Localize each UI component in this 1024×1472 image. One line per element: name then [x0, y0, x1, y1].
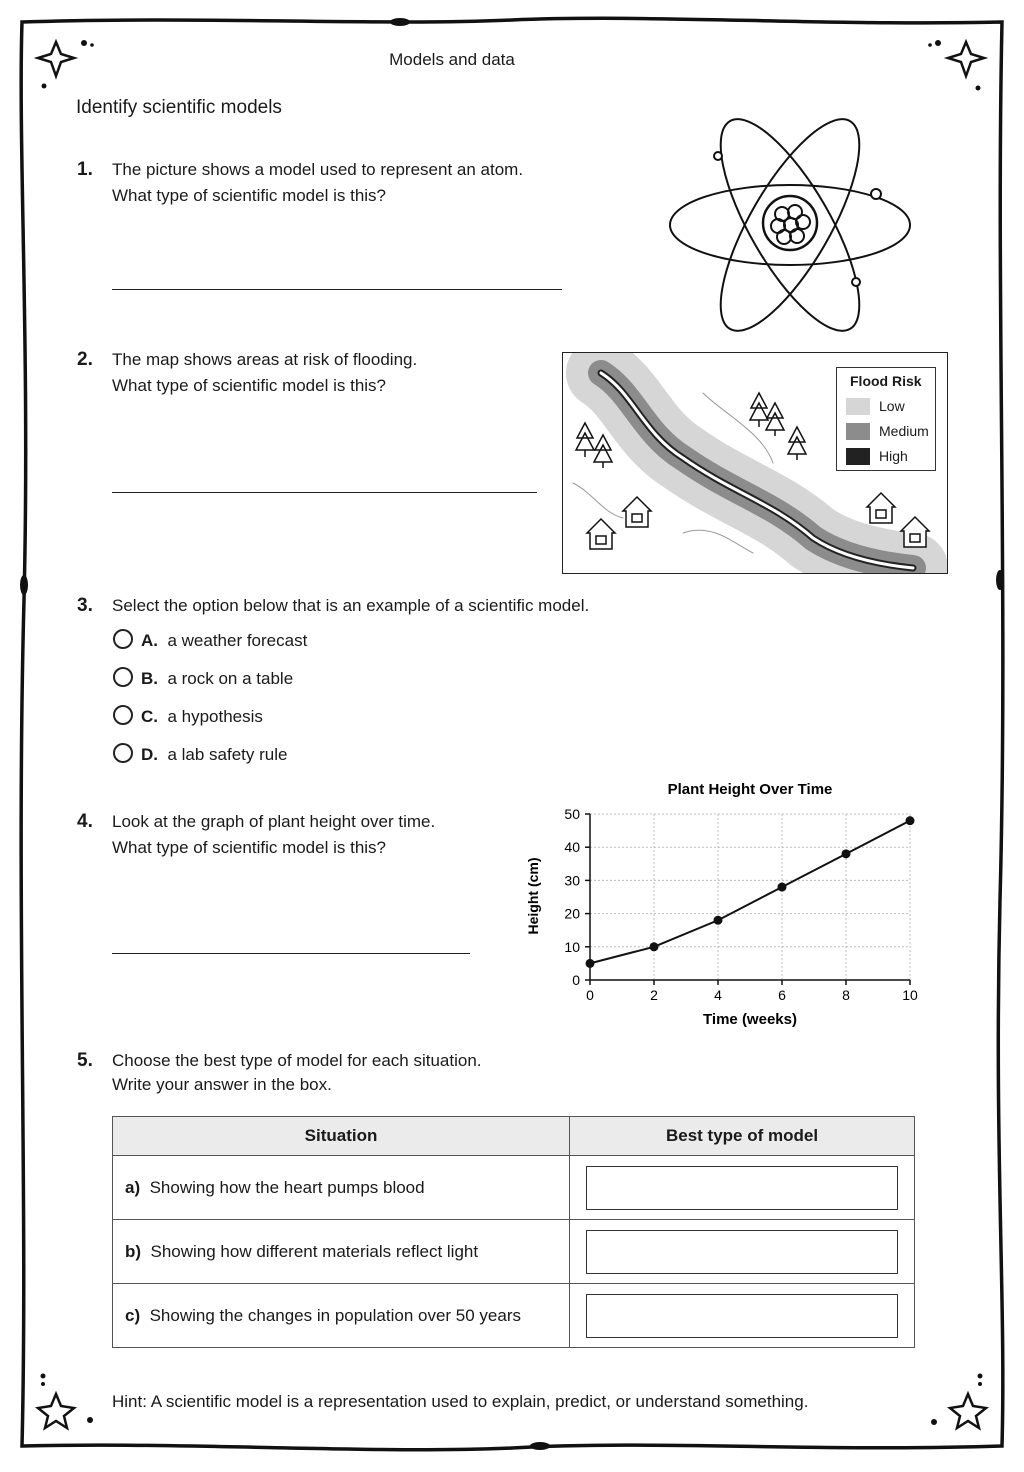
flood-map [562, 352, 948, 574]
chart-series [586, 816, 915, 968]
star-icon [924, 36, 990, 102]
model-table [112, 1116, 915, 1348]
row-letter: b) [125, 1241, 142, 1261]
table-row [113, 1156, 915, 1220]
option-letter: A. [141, 631, 158, 650]
legend-label: Low [879, 398, 905, 414]
atom-model-image [660, 110, 920, 340]
answer-line[interactable] [112, 289, 562, 290]
situation-text: Showing the changes in population over 50 years [149, 1305, 521, 1325]
question-number: 5. [77, 1050, 93, 1071]
answer-line[interactable] [112, 953, 470, 954]
question-number: 2. [77, 349, 93, 370]
question-text: The picture shows a model used to represent an atom. [112, 160, 524, 179]
option-letter: D. [141, 745, 158, 764]
x-tick-label: 2 [650, 987, 658, 1003]
situation-text: Showing how the heart pumps blood [149, 1177, 425, 1197]
situation-cell [113, 1156, 570, 1220]
question-number: 3. [77, 595, 93, 616]
answer-line[interactable] [112, 492, 537, 493]
data-point [714, 916, 723, 925]
x-tick-label: 10 [902, 987, 918, 1003]
x-tick-label: 0 [586, 987, 594, 1003]
plant-height-chart [510, 770, 930, 1040]
chart-ticks [564, 806, 918, 1003]
question-text: The map shows areas at risk of flooding. [112, 350, 418, 369]
option-radio-b[interactable] [113, 667, 133, 687]
answer-box[interactable] [586, 1166, 898, 1210]
answer-cell [570, 1284, 915, 1348]
situation-cell [113, 1220, 570, 1284]
option-c [141, 706, 263, 728]
option-letter: C. [141, 707, 158, 726]
y-tick-label: 10 [564, 938, 580, 955]
section-heading: Identify scientific models [76, 97, 282, 118]
question-text: Look at the graph of plant height over time. [112, 812, 436, 831]
legend-label: High [879, 448, 908, 464]
series-line [590, 821, 910, 964]
legend-swatch-high [846, 448, 870, 465]
x-tick-label: 4 [714, 987, 722, 1003]
table-row [113, 1284, 915, 1348]
row-letter: a) [125, 1177, 141, 1197]
x-axis-label: Time (weeks) [703, 1011, 797, 1028]
data-point [586, 959, 595, 968]
question-text: Choose the best type of model for each situation. [112, 1051, 482, 1070]
question-text: What type of scientific model is this? [112, 186, 387, 205]
column-header-model: Best type of model [570, 1117, 915, 1156]
y-tick-label: 40 [564, 839, 580, 856]
option-letter: B. [141, 669, 158, 688]
y-tick-label: 50 [564, 806, 580, 822]
option-a [141, 630, 307, 652]
legend-swatch-low [846, 398, 870, 415]
question-text: What type of scientific model is this? [112, 838, 387, 857]
option-text: a lab safety rule [167, 745, 288, 764]
chart-axes [590, 814, 910, 980]
option-text: a weather forecast [167, 631, 308, 650]
data-point [906, 816, 915, 825]
data-point [650, 942, 659, 951]
question-text: Select the option below that is an example of a scientific model. [112, 596, 590, 615]
hint-text: Hint: A scientific model is a representation used to explain, predict, or understand something. [112, 1392, 809, 1411]
legend-label: Medium [879, 423, 929, 439]
option-radio-d[interactable] [113, 743, 133, 763]
option-d [141, 744, 287, 766]
y-tick-label: 30 [564, 872, 580, 889]
chart-title: Plant Height Over Time [667, 781, 833, 798]
y-tick-label: 0 [572, 972, 580, 988]
question-text: What type of scientific model is this? [112, 376, 387, 395]
option-radio-a[interactable] [113, 629, 133, 649]
option-radio-c[interactable] [113, 705, 133, 725]
answer-cell [570, 1220, 915, 1284]
star-icon [34, 1370, 100, 1436]
legend-title: Flood Risk [850, 373, 922, 389]
option-text: a hypothesis [167, 707, 263, 726]
x-tick-label: 8 [842, 987, 850, 1003]
chart-grid [590, 814, 910, 980]
data-point [842, 849, 851, 858]
y-axis-label: Height (cm) [525, 857, 541, 935]
answer-cell [570, 1156, 915, 1220]
option-text: a rock on a table [167, 669, 294, 688]
table-row [113, 1220, 915, 1284]
situation-text: Showing how different materials reflect light [150, 1241, 479, 1261]
question-text: Write your answer in the box. [112, 1075, 332, 1094]
star-icon [924, 1370, 990, 1436]
answer-box[interactable] [586, 1230, 898, 1274]
y-tick-label: 20 [564, 905, 580, 922]
column-header-situation: Situation [113, 1117, 570, 1156]
data-point [778, 883, 787, 892]
question-number: 1. [77, 159, 93, 180]
option-b [141, 668, 293, 690]
answer-box[interactable] [586, 1294, 898, 1338]
flood-legend [836, 367, 936, 471]
legend-swatch-medium [846, 423, 870, 440]
page-title: Models and data [389, 50, 515, 69]
situation-cell [113, 1284, 570, 1348]
x-tick-label: 6 [778, 987, 786, 1003]
table-header-row [113, 1117, 915, 1156]
question-number: 4. [77, 811, 93, 832]
row-letter: c) [125, 1305, 141, 1325]
